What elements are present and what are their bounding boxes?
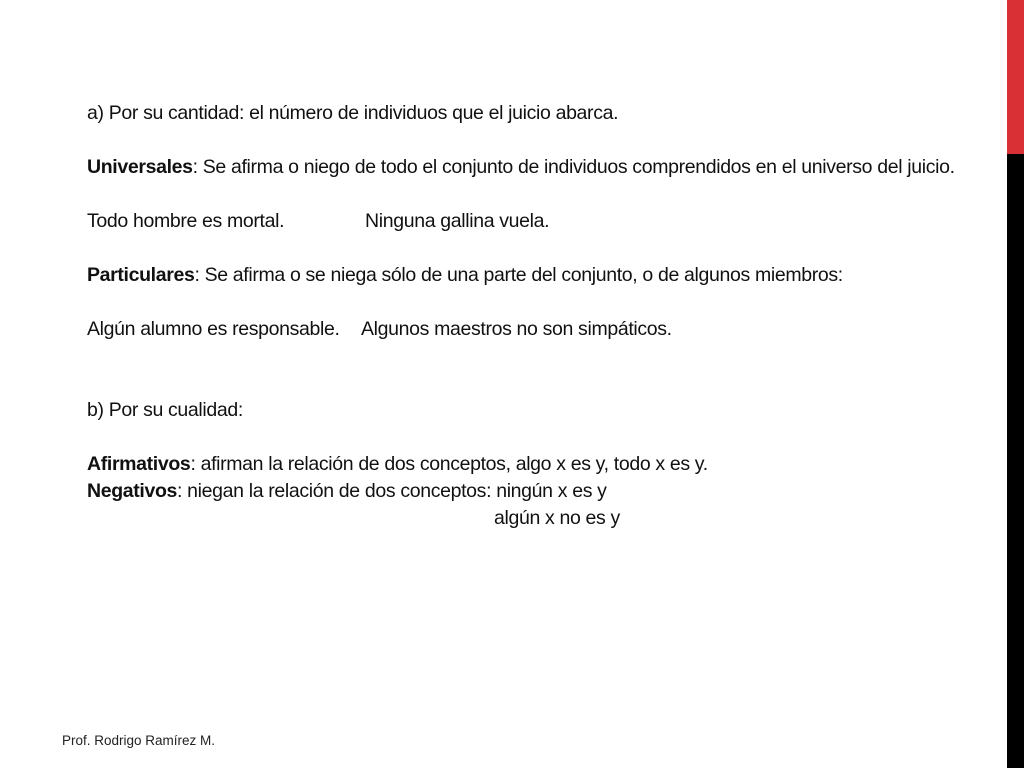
- afirmativos-def-text: : afirman la relación de dos conceptos, algo x es y, todo x es y.: [190, 453, 708, 475]
- particular-examples: [87, 316, 987, 343]
- universal-examples: [87, 208, 987, 235]
- negativos-term: Negativos: [87, 480, 178, 502]
- particular-example-2: Algunos maestros no son simpáticos.: [361, 318, 672, 340]
- afirmativos-term: Afirmativos: [87, 453, 191, 475]
- universales-definition: [87, 154, 987, 181]
- particulares-def-text: : Se afirma o se niega sólo de una parte del conjunto, o de algunos miembros:: [194, 264, 843, 286]
- particulares-term: Particulares: [87, 264, 195, 286]
- universal-example-1: Todo hombre es mortal.: [87, 210, 285, 232]
- particular-example-1: Algún alumno es responsable.: [87, 318, 340, 340]
- accent-bar-red: [1007, 0, 1024, 154]
- universales-term: Universales: [87, 156, 193, 178]
- universales-def-text: : Se afirma o niego de todo el conjunto de individuos comprendidos en el universo del juicio.: [192, 156, 955, 178]
- negativos-definition-continued: algún x no es y: [494, 507, 620, 529]
- section-a-title: a) Por su cantidad: el número de individuos que el juicio abarca.: [87, 102, 619, 124]
- universal-example-2: Ninguna gallina vuela.: [365, 210, 550, 232]
- section-b-title: b) Por su cualidad:: [87, 399, 243, 421]
- negativos-def-text: : niegan la relación de dos conceptos: ningún x es y: [177, 480, 607, 502]
- accent-bar-black: [1007, 154, 1024, 768]
- afirmativos-definition: [87, 451, 987, 478]
- slide-body: [87, 100, 987, 532]
- negativos-definition: [87, 478, 987, 505]
- particulares-definition: [87, 262, 987, 289]
- footer-author: Prof. Rodrigo Ramírez M.: [62, 733, 216, 748]
